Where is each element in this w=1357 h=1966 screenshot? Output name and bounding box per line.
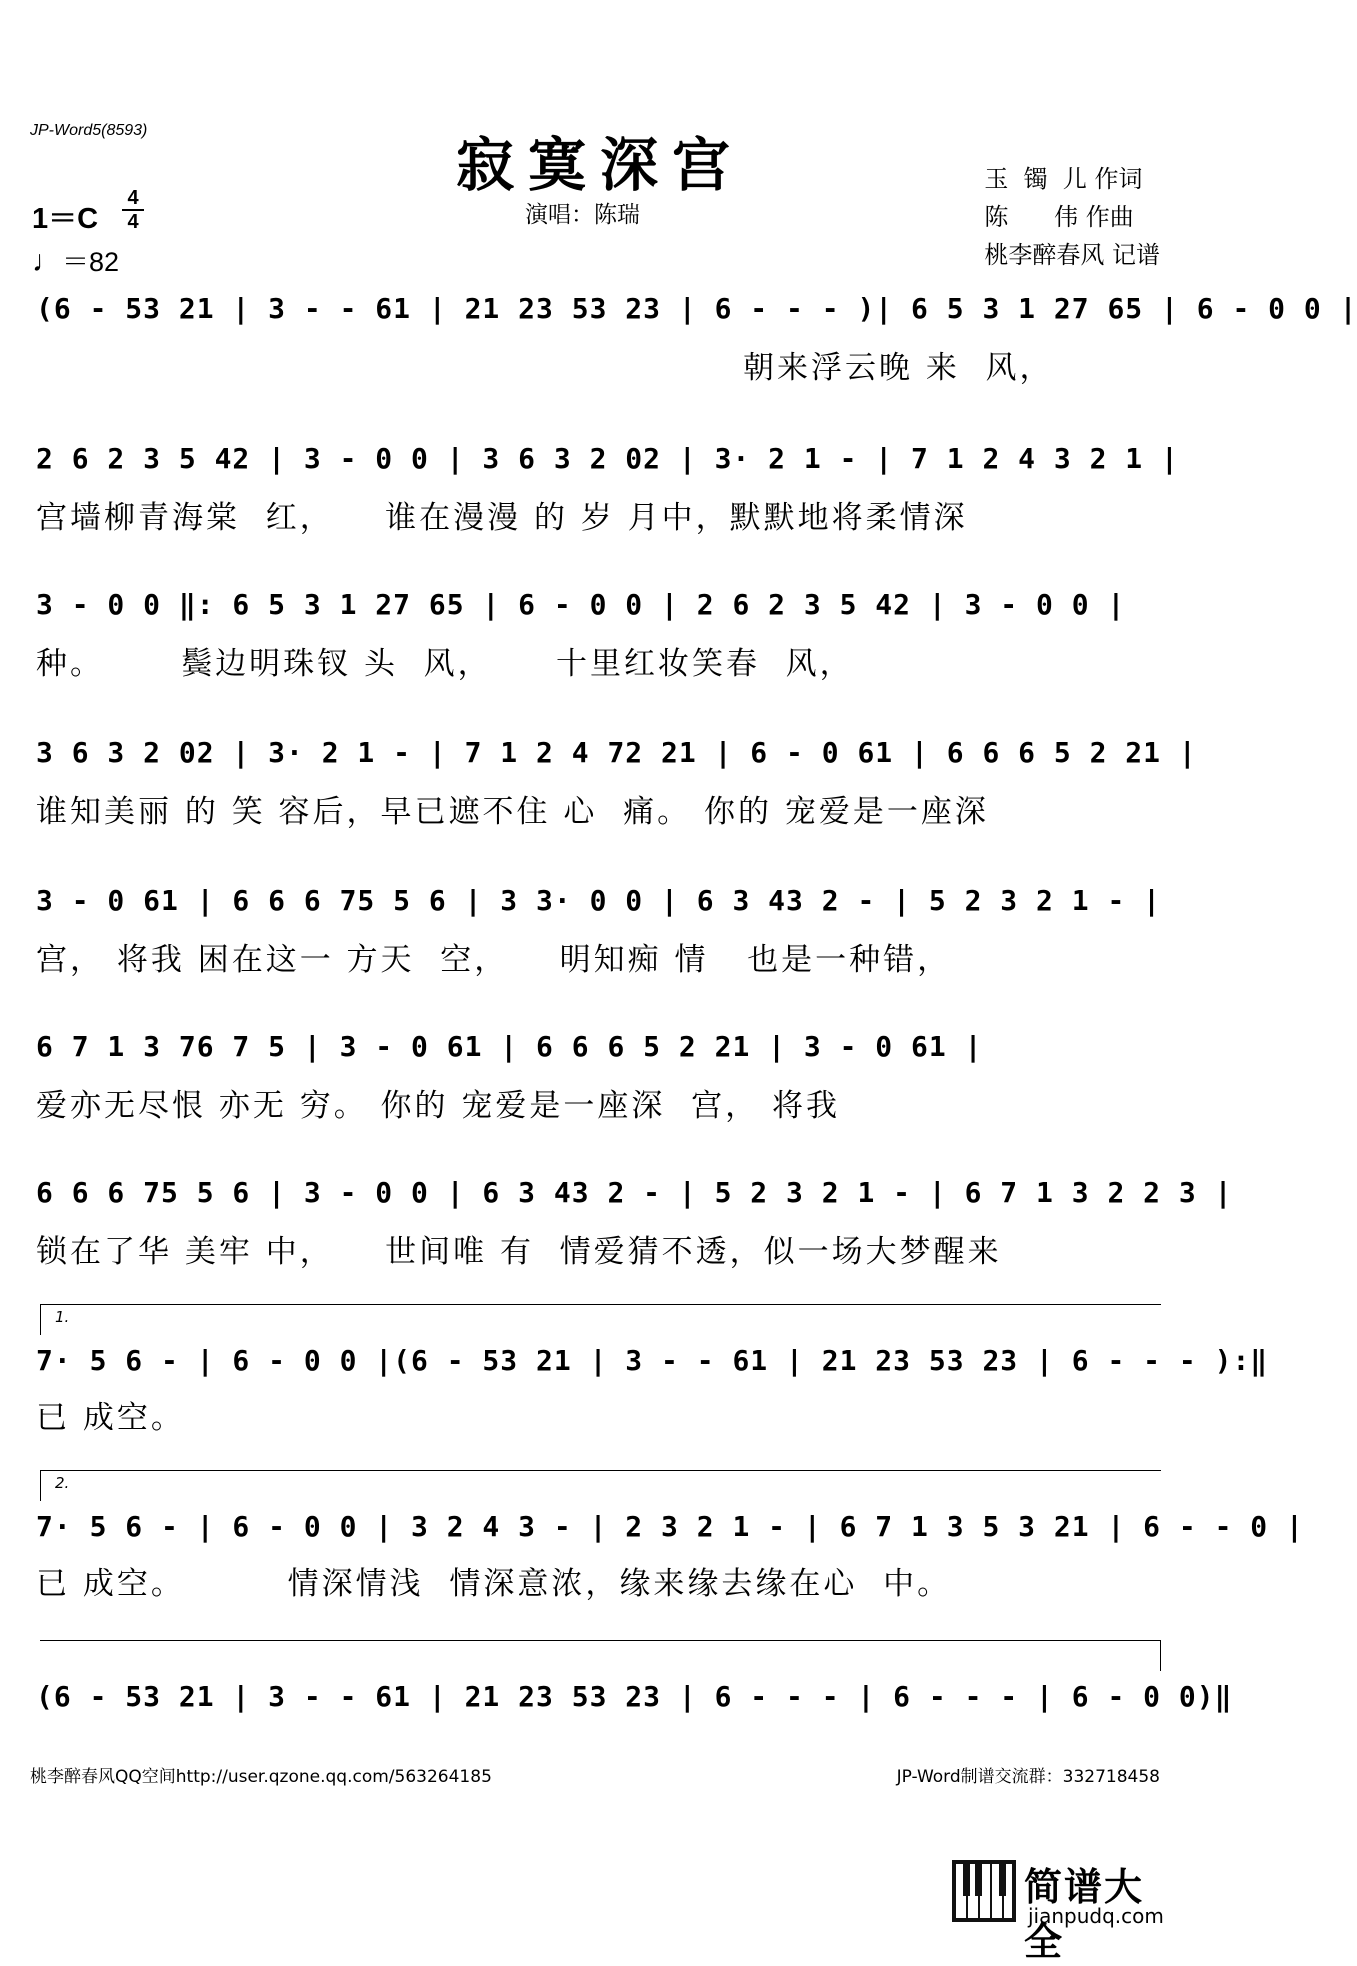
key-signature: 1＝C — [32, 203, 99, 235]
lyrics-line: 种。 鬓边明珠钗 头 风， 十里红妆笑春 风， — [36, 646, 854, 682]
notes-line: 6 7 1 3 76 7 5 | 3 - 0 61 | 6 6 6 5 2 21 | 3 - 0 61 | — [36, 1030, 983, 1063]
singer-label: 演唱：陈瑞 — [525, 202, 640, 228]
time-signature-top: 4 — [127, 187, 139, 209]
footer-group-info: JP-Word制谱交流群：332718458 — [896, 1767, 1160, 1787]
lyrics-line: 谁知美丽 的 笑 容后，早已遮不住 心 痛。 你的 宠爱是一座深 — [36, 794, 989, 830]
notes-line: (6 - 53 21 | 3 - - 61 | 21 23 53 23 | 6 - - - | 6 - - - | 6 - 0 0)‖ — [36, 1680, 1233, 1713]
notes-line: (6 - 53 21 | 3 - - 61 | 21 23 53 23 | 6 - - - )| 6 5 3 1 27 65 | 6 - 0 0 | — [36, 292, 1357, 325]
notes-line: 7· 5 6 - | 6 - 0 0 |(6 - 53 21 | 3 - - 61 | 21 23 53 23 | 6 - - - ):‖ — [36, 1344, 1269, 1377]
lyricist-credit: 玉 镯 儿 作词 — [984, 165, 1143, 193]
notes-line: 3 - 0 0 ‖: 6 5 3 1 27 65 | 6 - 0 0 | 2 6 2 3 5 42 | 3 - 0 0 | — [36, 588, 1126, 621]
site-logo — [952, 1846, 1178, 1964]
lyrics-line: 已 成空。 情深情浅 情深意浓，缘来缘去缘在心 中。 — [36, 1566, 952, 1602]
quarter-note-icon: ♩ — [32, 245, 62, 278]
lyrics-line: 宫， 将我 困在这一 方天 空， 明知痴 情 也是一种错， — [36, 942, 952, 978]
piano-keys-icon — [952, 1860, 1016, 1922]
time-signature — [122, 188, 144, 232]
brand-domain: jianpudq.com — [1028, 1904, 1164, 1928]
transcriber-credit: 桃李醉春风 记谱 — [984, 241, 1160, 269]
footer-qzone-link: 桃李醉春风QQ空间http://user.qzone.qq.com/563264185 — [30, 1767, 492, 1787]
time-signature-bottom: 4 — [127, 211, 139, 233]
notes-line: 7· 5 6 - | 6 - 0 0 | 3 2 4 3 - | 2 3 2 1 - | 6 7 1 3 5 3 21 | 6 - - 0 | — [36, 1510, 1304, 1543]
notes-line: 6 6 6 75 5 6 | 3 - 0 0 | 6 3 43 2 - | 5 2 3 2 1 - | 6 7 1 3 2 2 3 | — [36, 1176, 1233, 1209]
volta-label: 2. — [55, 1474, 70, 1492]
song-title: 寂寞深宫 — [455, 131, 744, 199]
lyrics-line: 宫墙柳青海棠 红， 谁在漫漫 的 岁 月中，默默地将柔情深 — [36, 500, 968, 536]
notes-line: 3 - 0 61 | 6 6 6 75 5 6 | 3 3· 0 0 | 6 3 43 2 - | 5 2 3 2 1 - | — [36, 884, 1162, 917]
tempo-value: ＝82 — [62, 247, 120, 277]
first-ending-bracket — [40, 1304, 1161, 1335]
composer-credit: 陈 伟 作曲 — [984, 203, 1134, 231]
software-label: JP-Word5(8593) — [30, 122, 148, 139]
notes-line: 2 6 2 3 5 42 | 3 - 0 0 | 3 6 3 2 02 | 3· 2 1 - | 7 1 2 4 3 2 1 | — [36, 442, 1179, 475]
lyrics-line: 锁在了华 美牢 中， 世间唯 有 情爱猜不透，似一场大梦醒来 — [36, 1234, 1002, 1270]
lyrics-line: 爱亦无尽恨 亦无 穷。 你的 宠爱是一座深 宫， 将我 — [36, 1088, 840, 1124]
second-ending-bracket — [40, 1470, 1161, 1501]
brand-name: 简谱大全 — [1024, 1865, 1145, 1964]
volta-label: 1. — [55, 1308, 70, 1326]
notes-line: 3 6 3 2 02 | 3· 2 1 - | 7 1 2 4 72 21 | 6 - 0 61 | 6 6 6 5 2 21 | — [36, 736, 1197, 769]
credits — [984, 160, 1160, 274]
tempo-marking — [32, 240, 119, 279]
lyrics-line: 已 成空。 — [36, 1400, 185, 1436]
coda-bracket — [40, 1640, 1161, 1671]
lyrics-line: 朝来浮云晚 来 风， — [36, 350, 1054, 386]
